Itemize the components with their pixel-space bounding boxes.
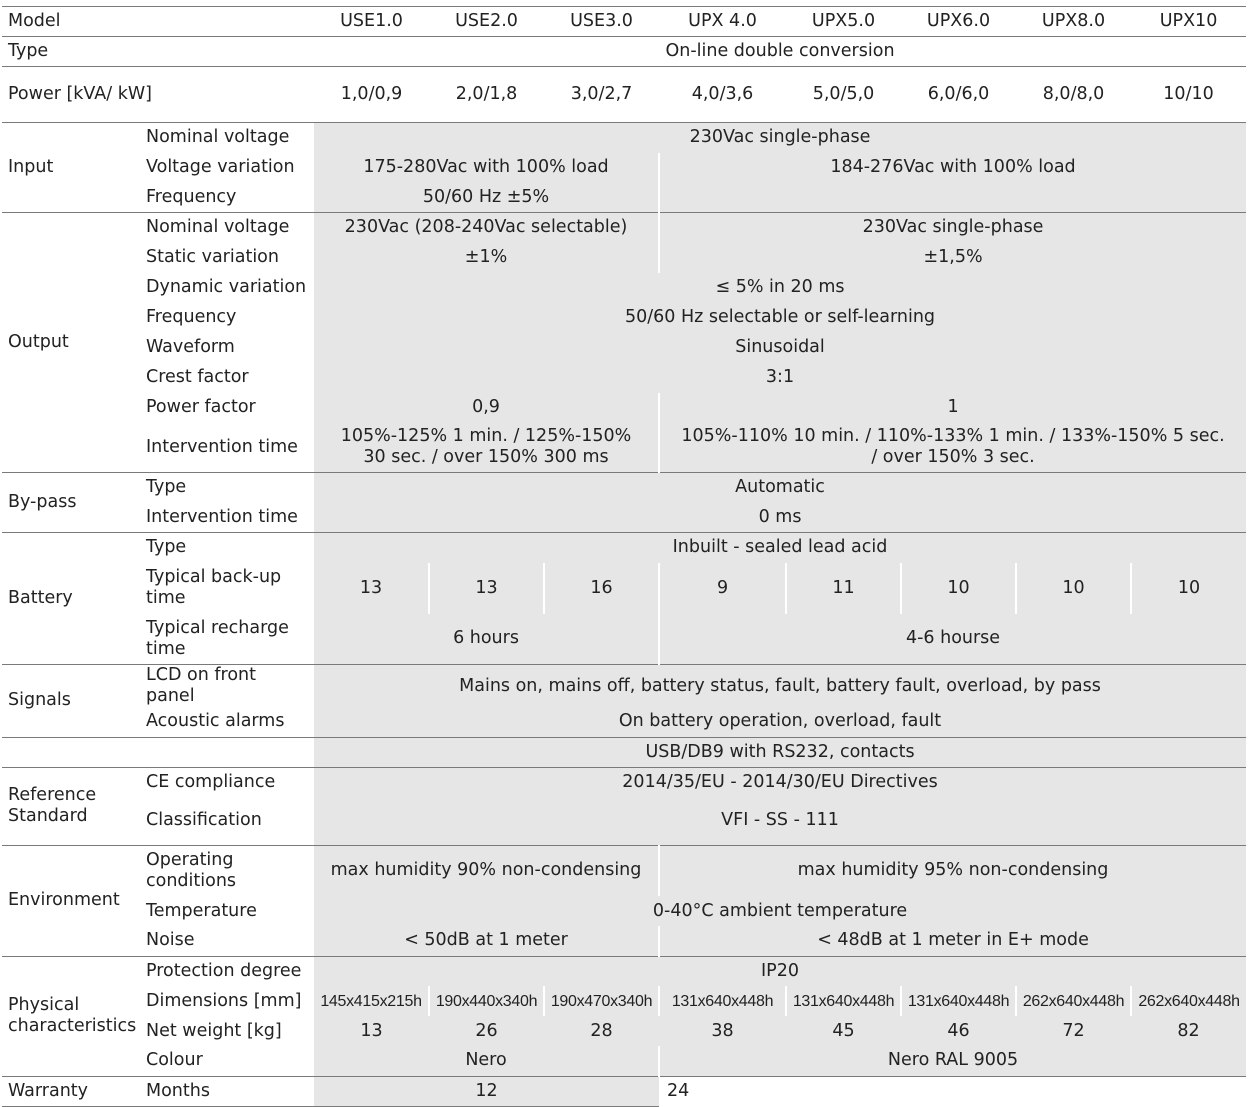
weight-value: 13: [314, 1016, 429, 1046]
category-signals: Signals: [2, 665, 142, 738]
backup-value: 10: [1131, 563, 1246, 614]
row-label: Colour: [146, 1050, 203, 1071]
row-value: VFI - SS - 111: [314, 797, 1246, 845]
bypass-type-row: [2, 473, 1246, 503]
row-label: Type: [2, 37, 314, 67]
row-label: Waveform: [146, 337, 235, 357]
upx-value: 105%-110% 10 min. / 110%-133% 1 min. / 133%-150% 5 sec. / over 150% 3 sec.: [659, 423, 1246, 473]
input-nominal-voltage-row: [2, 123, 1246, 153]
weight-value: 82: [1131, 1016, 1246, 1046]
upx-value: [659, 183, 1246, 213]
power-value: 5,0/5,0: [786, 67, 901, 123]
environment-operating-row: [2, 845, 1246, 896]
battery-type-row: [2, 533, 1246, 563]
weight-value: 72: [1016, 1016, 1131, 1046]
model-name: USE2.0: [429, 7, 544, 37]
row-label: Months: [142, 1076, 314, 1106]
model-name: UPX6.0: [901, 7, 1016, 37]
upx-value: < 48dB at 1 meter in E+ mode: [659, 926, 1246, 956]
weight-value: 46: [901, 1016, 1016, 1046]
physical-colour-row: [2, 1046, 1246, 1076]
battery-recharge-row: [2, 614, 1246, 665]
input-voltage-variation-row: [2, 153, 1246, 183]
row-label: Type: [142, 533, 314, 563]
output-nominal-voltage-row: [2, 213, 1246, 243]
reference-ce-row: [2, 767, 1246, 797]
row-value: ≤ 5% in 20 ms: [314, 273, 1246, 303]
bypass-intervention-row: [2, 503, 1246, 533]
output-dynamic-variation-row: [2, 273, 1246, 303]
upx-value: 4-6 hourse: [659, 614, 1246, 665]
row-value: 3:1: [314, 363, 1246, 393]
row-label: Typical recharge time: [146, 617, 289, 659]
backup-value: 10: [1016, 563, 1131, 614]
row-label: CE compliance: [142, 767, 314, 797]
environment-noise-row: [2, 926, 1246, 956]
upx-value: 24: [659, 1076, 1246, 1106]
input-frequency-row: [2, 183, 1246, 213]
battery-backup-row: [2, 563, 1246, 614]
physical-dimensions-row: [2, 986, 1246, 1016]
output-static-variation-row: [2, 243, 1246, 273]
row-label: Power factor: [146, 397, 256, 417]
output-crest-factor-row: [2, 363, 1246, 393]
model-name: UPX5.0: [786, 7, 901, 37]
use-value: 105%-125% 1 min. / 125%-150% 30 sec. / over 150% 300 ms: [314, 423, 659, 473]
row-value: Mains on, mains off, battery status, fault, battery fault, overload, by pass: [314, 665, 1246, 708]
power-row: [2, 67, 1246, 123]
row-label: Dimensions [mm]: [146, 990, 302, 1011]
dimension-value: 131x640x448h: [659, 986, 786, 1016]
dimension-value: 262x640x448h: [1016, 986, 1131, 1016]
use-value: ±1%: [314, 243, 659, 273]
dimension-value: 190x440x340h: [429, 986, 544, 1016]
category-reference: Reference Standard: [2, 767, 142, 845]
category-environment: Environment: [2, 845, 142, 956]
weight-value: 38: [659, 1016, 786, 1046]
row-value: 0 ms: [314, 503, 1246, 533]
backup-value: 13: [429, 563, 544, 614]
row-value: IP20: [314, 956, 1246, 986]
weight-value: 28: [544, 1016, 659, 1046]
row-value: On battery operation, overload, fault: [314, 707, 1246, 737]
physical-protection-row: [2, 956, 1246, 986]
environment-temperature-row: [2, 896, 1246, 926]
spec-table: [2, 6, 1246, 1107]
row-label: Intervention time: [146, 436, 298, 457]
row-label: Classification: [146, 810, 262, 831]
row-value: On-line double conversion: [314, 37, 1246, 67]
output-frequency-row: [2, 303, 1246, 333]
backup-value: 9: [659, 563, 786, 614]
row-value: 50/60 Hz selectable or self-learning: [314, 303, 1246, 333]
row-label: Power [kVA/ kW]: [2, 67, 314, 123]
power-value: 6,0/6,0: [901, 67, 1016, 123]
use-value: 175-280Vac with 100% load: [314, 153, 659, 183]
row-label: Type: [142, 473, 314, 503]
row-label: Nominal voltage: [142, 123, 314, 153]
row-label: Intervention time: [146, 506, 298, 527]
row-label: Noise: [146, 930, 195, 951]
dimension-value: 262x640x448h: [1131, 986, 1246, 1016]
row-value: Automatic: [314, 473, 1246, 503]
model-name: USE1.0: [314, 7, 429, 37]
row-value: 0-40°C ambient temperature: [314, 896, 1246, 926]
row-value: 2014/35/EU - 2014/30/EU Directives: [314, 767, 1246, 797]
row-value: Inbuilt - sealed lead acid: [314, 533, 1246, 563]
header-row: [2, 7, 1246, 37]
use-value: 0,9: [314, 393, 659, 423]
upx-value: ±1,5%: [659, 243, 1246, 273]
warranty-row: [2, 1076, 1246, 1106]
communication-row: [2, 737, 1246, 767]
use-value: max humidity 90% non-condensing: [314, 845, 659, 896]
row-label: Frequency: [146, 307, 237, 327]
use-value: Nero: [314, 1046, 659, 1076]
row-value: USB/DB9 with RS232, contacts: [314, 737, 1246, 767]
dimension-value: 131x640x448h: [901, 986, 1016, 1016]
power-value: 10/10: [1131, 67, 1246, 123]
row-label: Operating conditions: [142, 845, 314, 896]
dimension-value: 131x640x448h: [786, 986, 901, 1016]
output-power-factor-row: [2, 393, 1246, 423]
physical-weight-row: [2, 1016, 1246, 1046]
backup-value: 13: [314, 563, 429, 614]
backup-value: 11: [786, 563, 901, 614]
category-input: Input: [2, 123, 142, 213]
power-value: 4,0/3,6: [659, 67, 786, 123]
model-label: Model: [2, 7, 314, 37]
category-battery: Battery: [2, 533, 142, 665]
weight-value: 45: [786, 1016, 901, 1046]
row-label: Crest factor: [146, 367, 249, 387]
use-value: < 50dB at 1 meter: [314, 926, 659, 956]
model-name: UPX10: [1131, 7, 1246, 37]
row-label: Voltage variation: [146, 157, 295, 177]
category-warranty: Warranty: [2, 1076, 142, 1106]
row-value: 230Vac single-phase: [314, 123, 1246, 153]
output-intervention-time-row: [2, 423, 1246, 473]
model-name: USE3.0: [544, 7, 659, 37]
model-name: UPX 4.0: [659, 7, 786, 37]
output-waveform-row: [2, 333, 1246, 363]
signals-lcd-row: [2, 665, 1246, 708]
use-value: 12: [314, 1076, 659, 1106]
power-value: 8,0/8,0: [1016, 67, 1131, 123]
row-label: Temperature: [146, 900, 257, 921]
dimension-value: 145x415x215h: [314, 986, 429, 1016]
row-label: Static variation: [146, 247, 279, 267]
upx-value: 184-276Vac with 100% load: [659, 153, 1246, 183]
reference-classification-row: [2, 797, 1246, 845]
row-label: Net weight [kg]: [146, 1020, 282, 1041]
row-label: Dynamic variation: [146, 277, 307, 297]
empty-cell: [2, 737, 314, 767]
upx-value: Nero RAL 9005: [659, 1046, 1246, 1076]
upx-value: 1: [659, 393, 1246, 423]
category-output: Output: [2, 213, 142, 473]
backup-value: 16: [544, 563, 659, 614]
row-label: Acoustic alarms: [146, 711, 285, 732]
row-label: Protection degree: [142, 956, 314, 986]
use-value: 50/60 Hz ±5%: [314, 183, 659, 213]
row-label: Nominal voltage: [142, 213, 314, 243]
weight-value: 26: [429, 1016, 544, 1046]
backup-value: 10: [901, 563, 1016, 614]
row-label: Frequency: [146, 186, 237, 207]
dimension-value: 190x470x340h: [544, 986, 659, 1016]
use-value: 230Vac (208-240Vac selectable): [314, 213, 659, 243]
power-value: 3,0/2,7: [544, 67, 659, 123]
upx-value: max humidity 95% non-condensing: [659, 845, 1246, 896]
row-value: Sinusoidal: [314, 333, 1246, 363]
model-name: UPX8.0: [1016, 7, 1131, 37]
use-value: 6 hours: [314, 614, 659, 665]
upx-value: 230Vac single-phase: [659, 213, 1246, 243]
signals-alarms-row: [2, 707, 1246, 737]
power-value: 1,0/0,9: [314, 67, 429, 123]
power-value: 2,0/1,8: [429, 67, 544, 123]
type-row: [2, 37, 1246, 67]
category-physical: Physical characteristics: [2, 956, 142, 1076]
row-label: LCD on front panel: [142, 665, 314, 708]
row-label: Typical back-up time: [146, 567, 282, 608]
category-bypass: By-pass: [2, 473, 142, 533]
